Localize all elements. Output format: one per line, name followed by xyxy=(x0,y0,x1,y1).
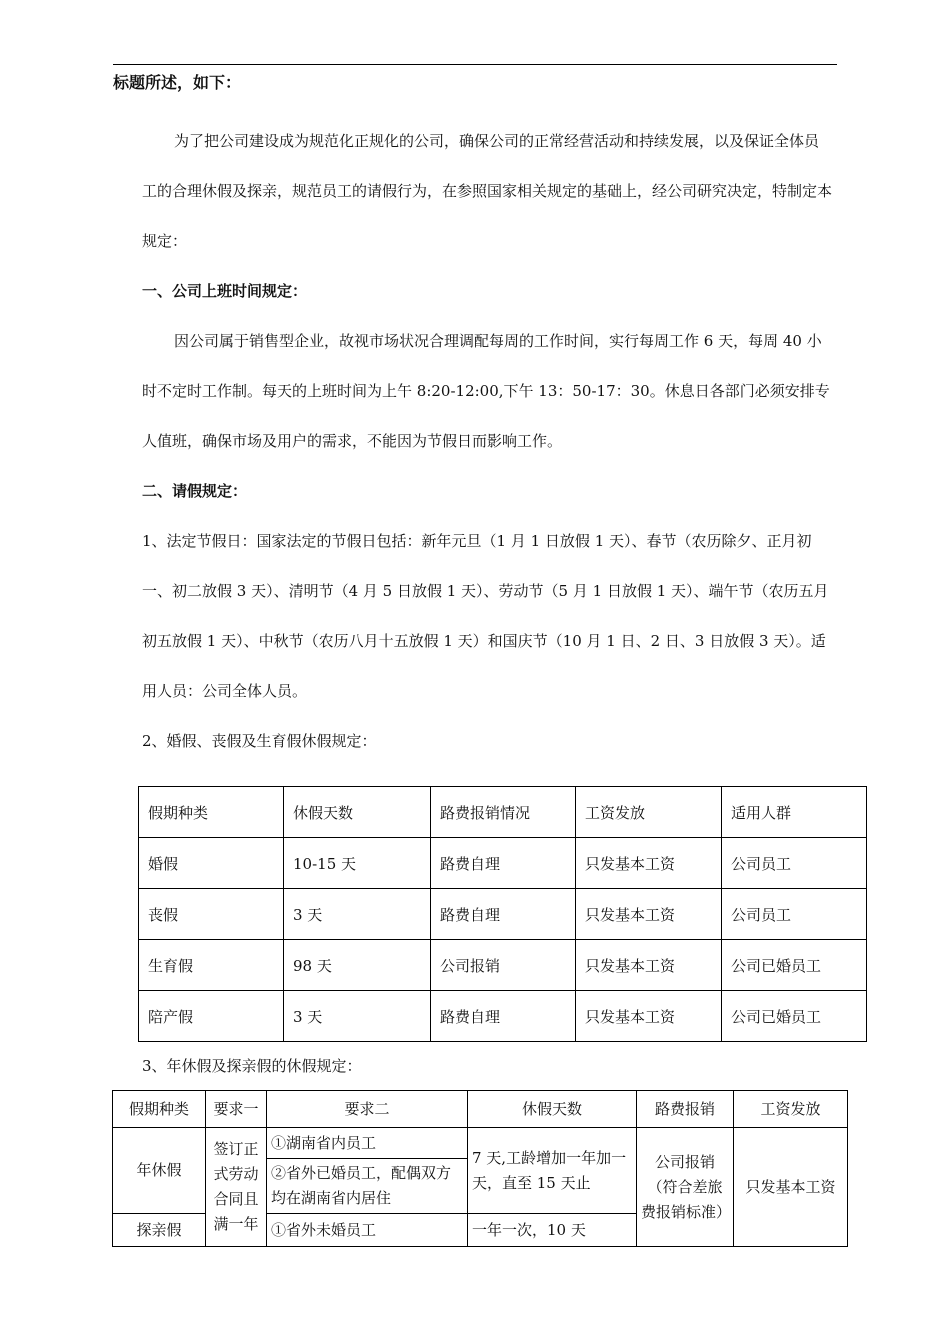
table-cell: 丧假 xyxy=(139,889,284,940)
table-header: 要求一 xyxy=(206,1091,267,1128)
table-header: 假期种类 xyxy=(139,787,284,838)
table-cell: 只发基本工资 xyxy=(576,838,722,889)
table-cell: 公司员工 xyxy=(722,838,867,889)
table-header: 路费报销情况 xyxy=(431,787,576,838)
table-cell: 只发基本工资 xyxy=(576,940,722,991)
requirement-two-a: ①湖南省内员工 xyxy=(267,1128,468,1159)
table-cell: 10-15 天 xyxy=(284,838,431,889)
table-row xyxy=(139,889,867,940)
doc-heading: 标题所述，如下： xyxy=(113,73,242,92)
requirement-two-b: ②省外已婚员工，配偶双方均在湖南省内居住 xyxy=(267,1159,468,1214)
table-cell: 3 天 xyxy=(284,991,431,1042)
table-header: 要求二 xyxy=(267,1091,468,1128)
table-header-row xyxy=(139,787,867,838)
annual-days: 7 天,工龄增加一年加一天，直至 15 天止 xyxy=(468,1128,637,1214)
table-header: 适用人群 xyxy=(722,787,867,838)
requirement-two-c: ①省外未婚员工 xyxy=(267,1214,468,1247)
table-cell: 路费自理 xyxy=(431,991,576,1042)
table-row xyxy=(139,991,867,1042)
annual-leave-table xyxy=(112,1090,848,1247)
header-rule xyxy=(113,64,837,65)
leave-type-visit: 探亲假 xyxy=(113,1214,206,1247)
table-row xyxy=(139,838,867,889)
table-cell: 婚假 xyxy=(139,838,284,889)
requirement-one: 签订正式劳动合同且满一年 xyxy=(206,1128,267,1247)
table-header: 休假天数 xyxy=(468,1091,637,1128)
section2-title: 二、请假规定： xyxy=(142,482,248,500)
table-row xyxy=(139,940,867,991)
leave-table xyxy=(138,786,867,1042)
pay-policy: 只发基本工资 xyxy=(734,1128,848,1247)
table-cell: 只发基本工资 xyxy=(576,889,722,940)
table-header: 工资发放 xyxy=(734,1091,848,1128)
visit-days: 一年一次，10 天 xyxy=(468,1214,637,1247)
table-header: 休假天数 xyxy=(284,787,431,838)
item2-title: 2、婚假、丧假及生育假休假规定： xyxy=(142,732,377,750)
section1-body: 因公司属于销售型企业，故视市场状况合理调配每周的工作时间，实行每周工作 6 天，每周 40 小时不定时工作制。每天的上班时间为上午 8:20-12:00,下午 13：50-17：30。休息日各部门必须安排专人值班，确保市场及用户的需求，不能因为节假日而影响工作。 xyxy=(142,332,830,450)
table-header-row xyxy=(113,1091,848,1128)
table-cell: 公司已婚员工 xyxy=(722,991,867,1042)
table-cell: 98 天 xyxy=(284,940,431,991)
table-cell: 路费自理 xyxy=(431,838,576,889)
table-header: 路费报销 xyxy=(637,1091,734,1128)
leave-type-annual: 年休假 xyxy=(113,1128,206,1214)
table-row xyxy=(113,1128,848,1159)
item1-holidays: 1、法定节假日：国家法定的节假日包括：新年元旦（1 月 1 日放假 1 天）、春节（农历除夕、正月初一、初二放假 3 天）、清明节（4 月 5 日放假 1 天）、劳动节（5 月 1 日放假 1 天）、端午节（农历五月初五放假 1 天）、中秋节（农历八月十五放假 1 天）和国庆节（10 月 1 日、2 日、3 日放假 3 天）。适用人员：公司全体人员。 xyxy=(142,532,829,700)
table-cell: 公司报销 xyxy=(431,940,576,991)
table-cell: 路费自理 xyxy=(431,889,576,940)
table-cell: 只发基本工资 xyxy=(576,991,722,1042)
table-cell: 公司员工 xyxy=(722,889,867,940)
intro-paragraph: 为了把公司建设成为规范化正规化的公司，确保公司的正常经营活动和持续发展，以及保证全体员工的合理休假及探亲，规范员工的请假行为，在参照国家相关规定的基础上，经公司研究决定，特制定本规定： xyxy=(142,132,833,250)
section1-title: 一、公司上班时间规定： xyxy=(142,282,308,300)
table-cell: 3 天 xyxy=(284,889,431,940)
table-cell: 公司已婚员工 xyxy=(722,940,867,991)
table-header: 工资发放 xyxy=(576,787,722,838)
item3-title: 3、年休假及探亲假的休假规定： xyxy=(142,1057,362,1075)
table-header: 假期种类 xyxy=(113,1091,206,1128)
travel-reimbursement: 公司报销（符合差旅费报销标准） xyxy=(637,1128,734,1247)
table-cell: 生育假 xyxy=(139,940,284,991)
table-cell: 陪产假 xyxy=(139,991,284,1042)
